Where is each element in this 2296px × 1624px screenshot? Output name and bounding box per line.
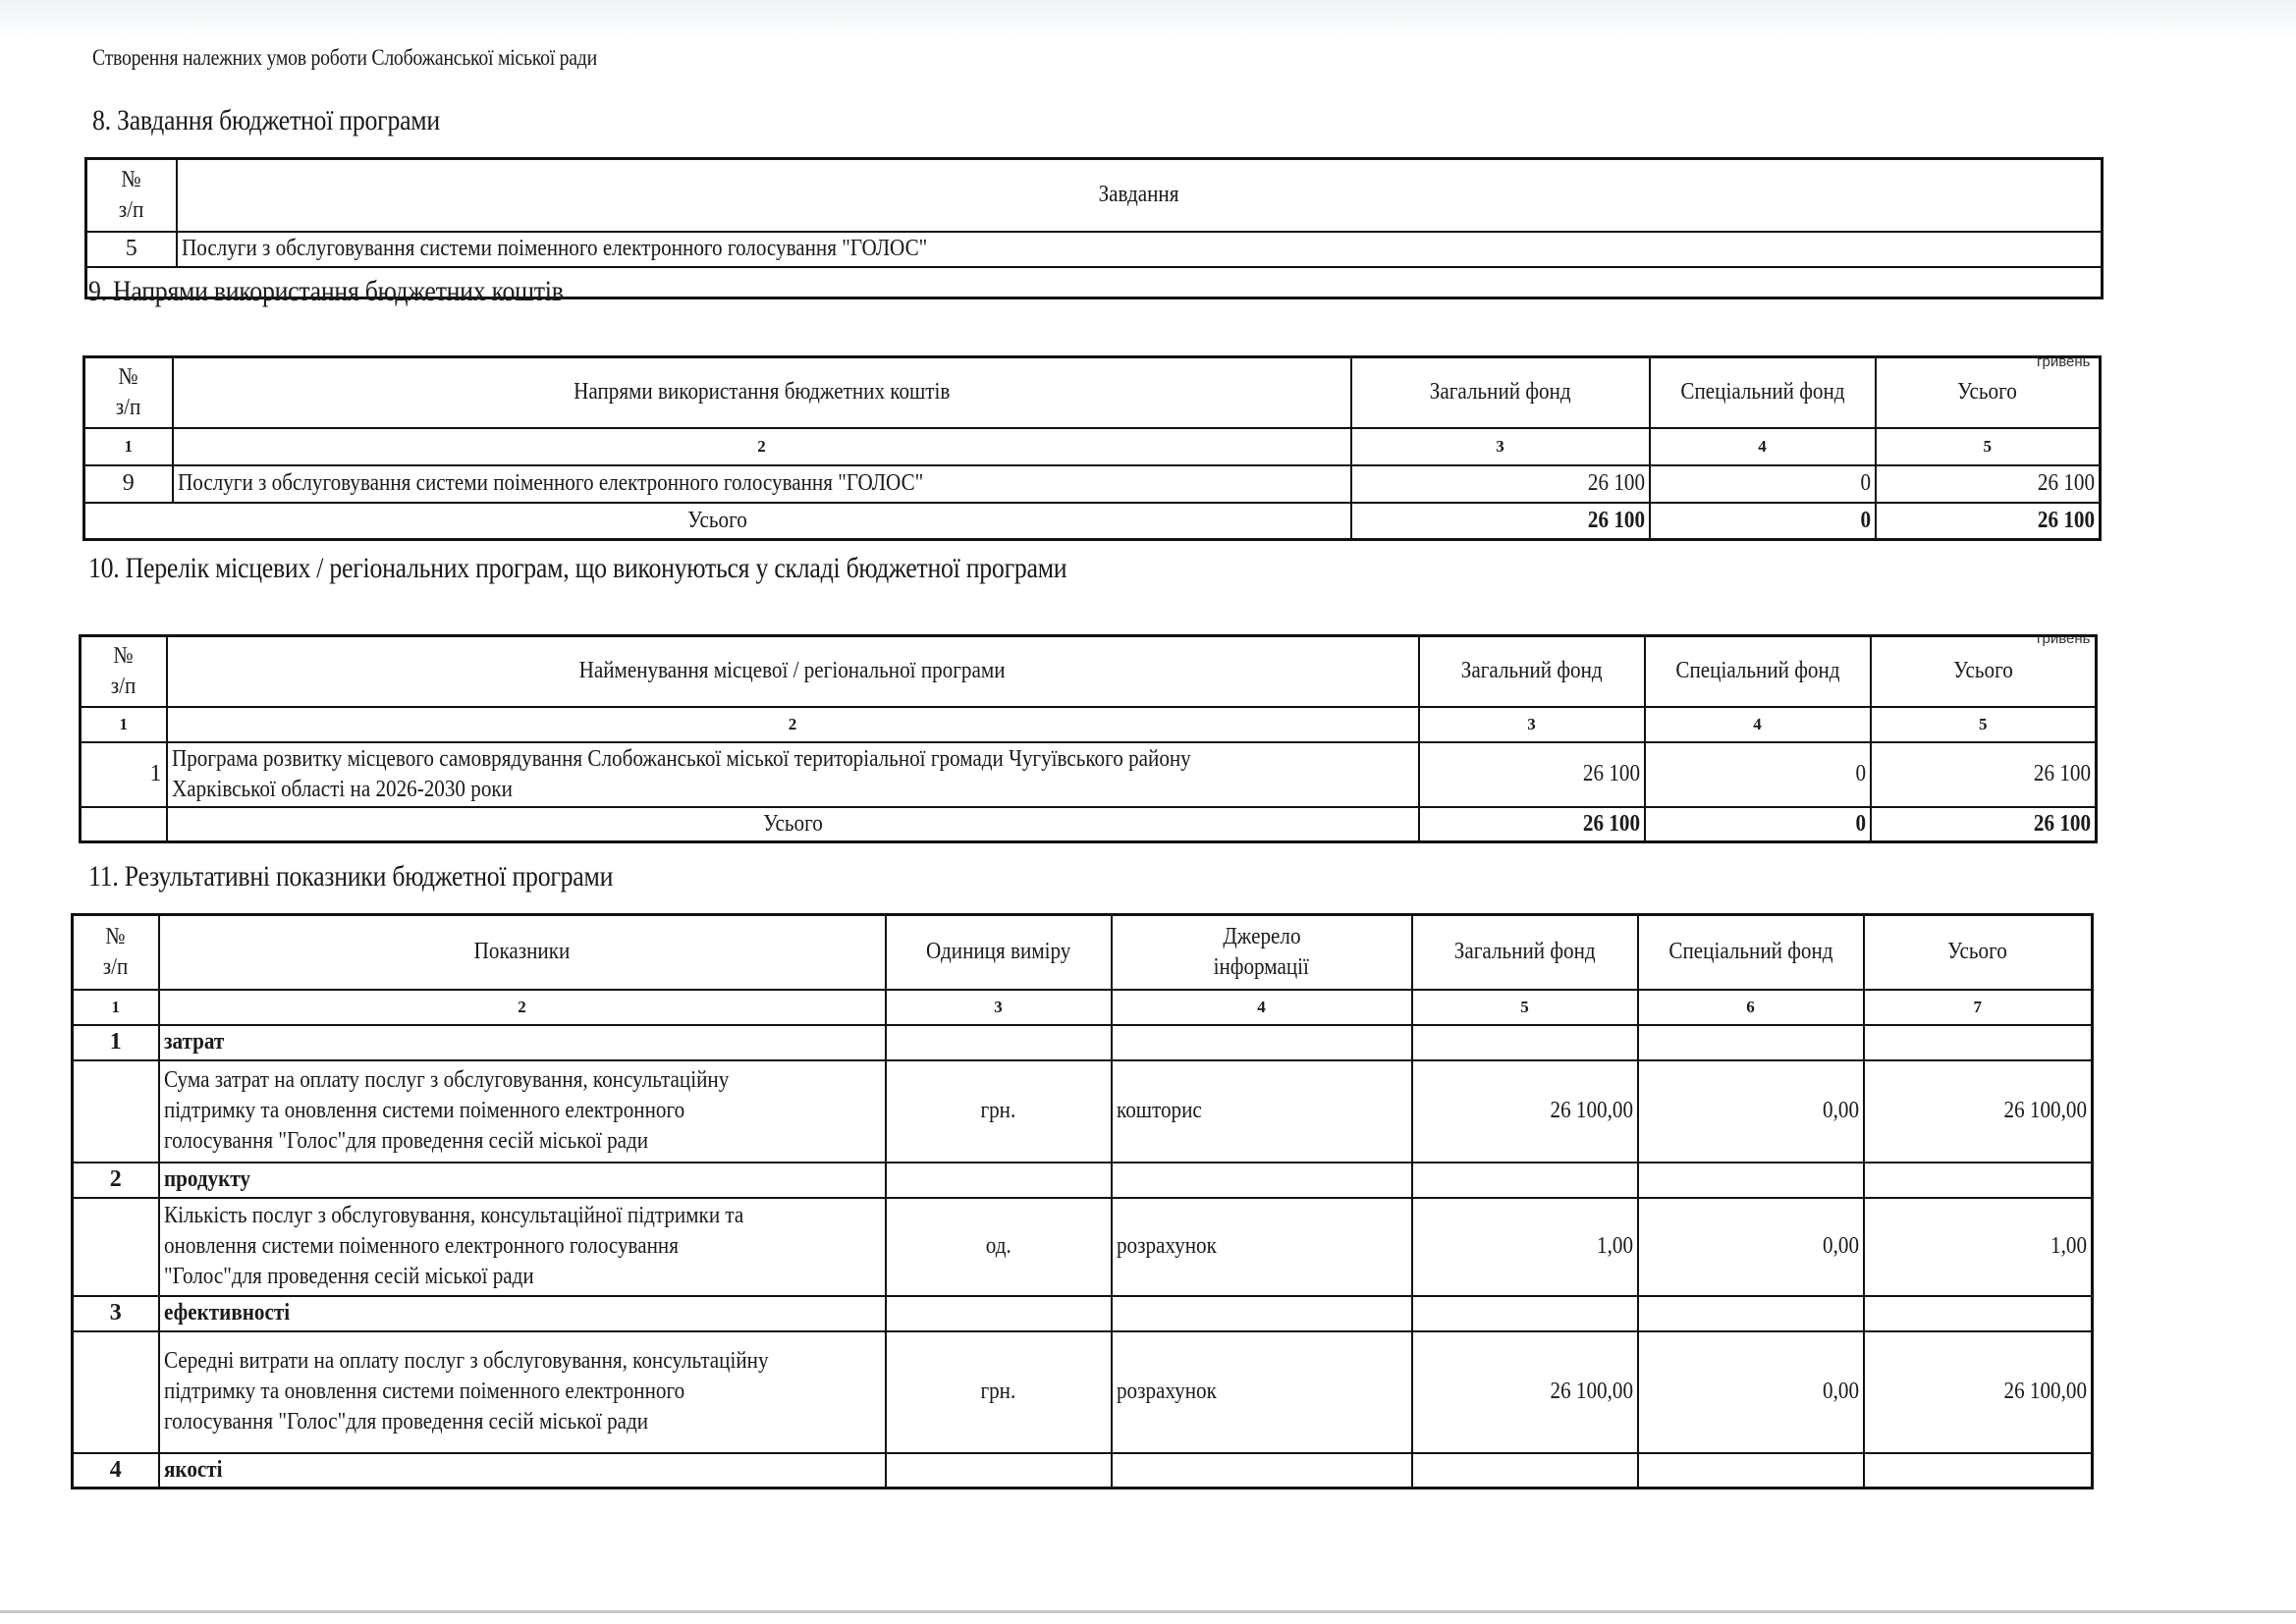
indicator-row [73,1198,2093,1296]
num-header-line2: з/п [102,953,129,980]
special-fund-header: Спеціальний фонд [1667,939,1833,965]
program-header: Найменування місцевої / регіональної програми [579,658,1006,684]
indicator-unit: грн. [980,1379,1016,1405]
section-10-title: 10. Перелік місцевих / регіональних програм, що виконуються у складі бюджетної програми [88,552,1067,584]
indicator-source: розрахунок [1116,1233,1217,1260]
total-header: Усього [1952,658,2013,684]
general-fund-header: Загальний фонд [1460,658,1603,684]
table-row [84,465,2101,503]
row-num: 1 [149,761,162,787]
num-header-line1: № [113,643,134,670]
special-fund-value: 0 [1854,761,1866,787]
indicator-text-line: голосування "Голос"для проведення сесій міської ради [163,1127,648,1154]
total-value: 26 100 [2033,761,2091,787]
source-header-line1: Джерело [1222,924,1301,950]
indicator-general-fund: 26 100,00 [1550,1379,1633,1405]
group-row-product [73,1163,2093,1198]
general-fund-value: 26 100 [1587,470,1645,497]
total-value: 26 100 [2037,470,2095,497]
general-fund-value: 26 100 [1582,761,1640,787]
col-num: 4 [1645,707,1871,742]
section-9-title: 9. Напрями використання бюджетних коштів [88,275,564,307]
unit-header: Одиниця виміру [925,939,1071,965]
column-number-row [73,990,2093,1025]
col-num: 1 [84,428,173,465]
totals-row [84,503,2101,540]
indicator-source: розрахунок [1116,1379,1217,1405]
tasks-header-row [86,159,2103,232]
indicator-row [73,1060,2093,1163]
direction-header: Напрями використання бюджетних коштів [573,379,951,406]
direction-name: Послуги з обслуговування системи поіменного електронного голосування "ГОЛОС" [177,470,923,497]
col-num: 3 [1419,707,1645,742]
indicator-text-line: оновлення системи поіменного електронного голосування [163,1233,679,1260]
unit-label: гривень [2037,353,2091,370]
group-num: 4 [109,1456,122,1483]
column-number-row [84,428,2101,465]
section-11-title: 11. Результативні показники бюджетної програми [88,860,614,893]
num-header-line1: № [105,924,126,950]
total-header: Усього [1957,379,2018,406]
group-row-quality [73,1453,2093,1489]
indicator-text-line: підтримку та оновлення системи поіменного електронного [163,1098,684,1124]
indicator-general-fund: 1,00 [1596,1233,1633,1260]
totals-general-fund: 26 100 [1582,810,1640,837]
scan-artifact-bottom [0,1610,2296,1613]
totals-row [81,807,2097,842]
col-num: 2 [173,428,1351,465]
indicator-special-fund: 0,00 [1822,1379,1859,1405]
header-row [84,357,2101,428]
indicator-text-line: голосування "Голос"для проведення сесій міської ради [163,1408,648,1435]
indicator-text-line: "Голос"для проведення сесій міської ради [163,1263,534,1289]
header-row [81,636,2097,707]
group-name: якості [163,1456,222,1483]
scan-artifact-top [0,0,2296,39]
num-header-line1: № [118,364,138,391]
task-header: Завдання [1098,182,1179,208]
col-num: 4 [1112,990,1412,1025]
indicator-total: 1,00 [2050,1233,2087,1260]
totals-special-fund: 0 [1859,507,1871,533]
col-num: 5 [1871,707,2097,742]
task-name: Послуги з обслуговування системи поіменного електронного голосування "ГОЛОС" [181,236,927,262]
indicator-text-line: Середні витрати на оплату послуг з обслуговування, консультаційну [163,1348,769,1375]
num-header-line1: № [121,167,141,193]
totals-total: 26 100 [2033,810,2091,837]
indicator-special-fund: 0,00 [1822,1233,1859,1260]
indicator-general-fund: 26 100,00 [1550,1098,1633,1124]
performance-indicators-table [71,913,2094,1489]
indicator-total: 26 100,00 [2003,1098,2087,1124]
section-8-title: 8. Завдання бюджетної програми [92,104,440,136]
group-row-efficiency [73,1296,2093,1331]
col-num: 3 [1351,428,1650,465]
program-name-line1: Програма розвитку місцевого самоврядування Слобожанської міської територіальної громади Чугуївського району [171,745,1191,772]
indicator-header: Показники [473,939,571,965]
totals-total: 26 100 [2037,507,2095,533]
program-name-line2: Харківської області на 2026-2030 роки [171,776,513,802]
local-programs-table [79,634,2098,843]
group-num: 3 [109,1300,122,1326]
totals-label: Усього [687,507,748,533]
group-num: 1 [109,1029,122,1056]
row-num: 9 [122,470,135,497]
special-fund-value: 0 [1859,470,1871,497]
totals-special-fund: 0 [1854,810,1866,837]
col-num: 1 [81,707,167,742]
col-num: 1 [73,990,159,1025]
num-header-line2: з/п [115,394,141,420]
header-row [73,915,2093,990]
general-fund-header: Загальний фонд [1453,939,1596,965]
indicator-unit: од. [985,1233,1011,1260]
col-num: 5 [1412,990,1638,1025]
budget-directions-table [82,355,2102,541]
document-subtitle: Створення належних умов роботи Слобожанської міської ради [92,45,597,70]
num-header-line2: з/п [110,673,137,699]
table-row [86,232,2103,267]
group-name: продукту [163,1166,250,1193]
num-header-line2: з/п [118,196,144,223]
col-num: 3 [886,990,1112,1025]
group-name: затрат [163,1029,224,1056]
indicator-text-line: підтримку та оновлення системи поіменного електронного [163,1379,684,1405]
group-name: ефективності [163,1300,290,1326]
col-num: 5 [1876,428,2101,465]
task-num: 5 [125,236,137,262]
col-num: 2 [167,707,1419,742]
table-row [81,742,2097,807]
column-number-row [81,707,2097,742]
indicator-total: 26 100,00 [2003,1379,2087,1405]
total-header: Усього [1947,939,2008,965]
indicator-row [73,1331,2093,1453]
col-num: 6 [1638,990,1864,1025]
col-num: 4 [1650,428,1876,465]
special-fund-header: Спеціальний фонд [1679,379,1845,406]
indicator-source: кошторис [1116,1098,1202,1124]
source-header-line2: інформації [1213,953,1310,980]
group-num: 2 [109,1166,122,1193]
totals-general-fund: 26 100 [1587,507,1645,533]
indicator-special-fund: 0,00 [1822,1098,1859,1124]
general-fund-header: Загальний фонд [1429,379,1571,406]
indicator-unit: грн. [980,1098,1016,1124]
totals-label: Усього [762,810,823,837]
col-num: 7 [1864,990,2093,1025]
indicator-text-line: Кількість послуг з обслуговування, консультаційної підтримки та [163,1203,743,1229]
special-fund-header: Спеціальний фонд [1674,658,1840,684]
unit-label: гривень [2037,630,2091,647]
group-row-costs [73,1025,2093,1060]
col-num: 2 [159,990,886,1025]
indicator-text-line: Сума затрат на оплату послуг з обслуговування, консультаційну [163,1067,729,1094]
